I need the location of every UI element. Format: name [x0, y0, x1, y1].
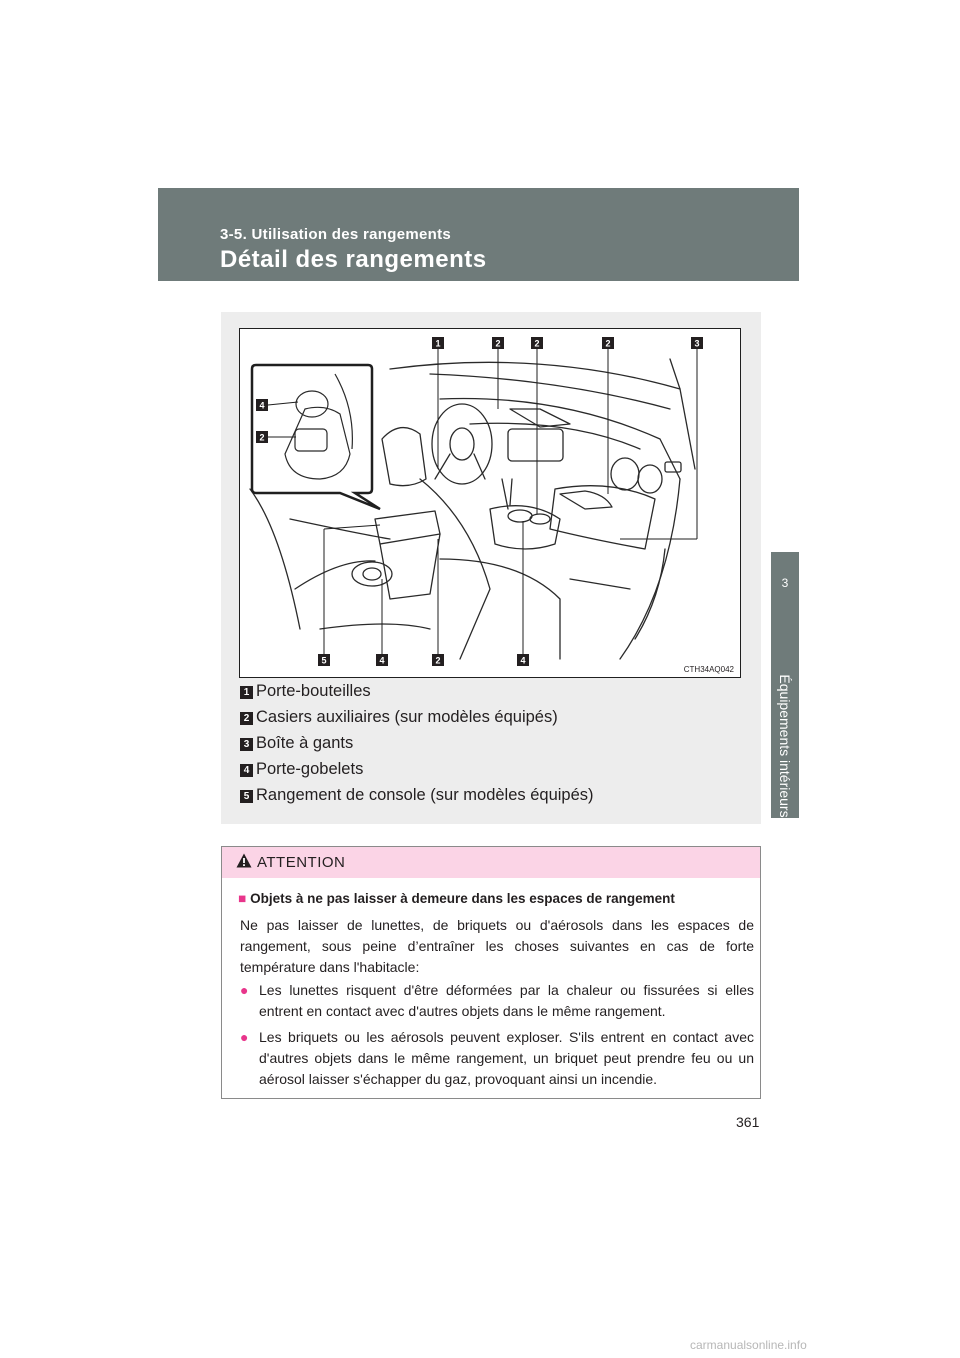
- warning-bullet-text: Les briquets ou les aérosols peuvent exploser. S'ils entrent en contact avec d'autres objets dans le même rangement, un briquet peut prendre feu ou un aérosol laisser s'échapper du gaz, provoquant ainsi un incendie.: [259, 1029, 754, 1087]
- section-header: [158, 188, 799, 281]
- legend-number: 5: [240, 790, 253, 803]
- interior-illustration: [239, 328, 741, 678]
- callout-label: 3: [694, 338, 700, 349]
- callout-label: 2: [259, 432, 265, 443]
- page-number: 361: [736, 1114, 760, 1130]
- legend-number: 3: [240, 738, 253, 751]
- warning-box: [221, 846, 761, 1099]
- section-label: 3-5. Utilisation des rangements: [220, 226, 452, 243]
- car-interior-drawing: [240, 329, 740, 677]
- callout-label: 5: [321, 655, 327, 666]
- legend-text: Casiers auxiliaires (sur modèles équipés): [256, 708, 558, 726]
- warning-icon: [236, 853, 252, 868]
- callout-label: 4: [259, 400, 265, 411]
- callout-label: 2: [495, 338, 501, 349]
- square-bullet-icon: ■: [238, 891, 247, 906]
- legend-number: 1: [240, 686, 253, 699]
- warning-heading: [238, 891, 675, 906]
- watermark: carmanualsonline.info: [690, 1338, 807, 1352]
- round-bullet-icon: ●: [240, 982, 249, 998]
- callout-label: 2: [534, 338, 540, 349]
- warning-band: [222, 847, 760, 878]
- callout-label: 2: [605, 338, 611, 349]
- chapter-label: Équipements intérieurs: [777, 674, 793, 818]
- warning-bullet: [240, 1027, 754, 1090]
- figure-code: CTH34AQ042: [683, 665, 734, 674]
- legend-text: Boîte à gants: [256, 734, 354, 752]
- callout-label: 4: [520, 655, 526, 666]
- warning-bullet-text: Les lunettes risquent d'être déformées par la chaleur ou fissurées si elles entrent en contact avec d'autres objets dans le même rangement.: [259, 982, 754, 1019]
- callout-label: 2: [435, 655, 441, 666]
- legend-text: Porte-bouteilles: [256, 682, 371, 700]
- callout-label: 1: [435, 338, 441, 349]
- legend-number: 2: [240, 712, 253, 725]
- round-bullet-icon: ●: [240, 1029, 249, 1045]
- warning-label: ATTENTION: [257, 854, 346, 871]
- callout-label: 4: [379, 655, 385, 666]
- legend-text: Rangement de console (sur modèles équipés): [256, 786, 594, 804]
- warning-bullet: [240, 980, 754, 1022]
- legend-number: 4: [240, 764, 253, 777]
- page-title: Détail des rangements: [220, 246, 487, 273]
- chapter-side-tab: [771, 552, 799, 818]
- warning-heading-text: Objets à ne pas laisser à demeure dans les espaces de rangement: [250, 891, 675, 906]
- legend-text: Porte-gobelets: [256, 760, 364, 778]
- warning-paragraph: Ne pas laisser de lunettes, de briquets ou d'aérosols dans les espaces de rangement, sous peine d’entraîner les choses suivantes en cas de forte température dans l'habitacle:: [240, 917, 754, 975]
- chapter-number: 3: [781, 576, 789, 590]
